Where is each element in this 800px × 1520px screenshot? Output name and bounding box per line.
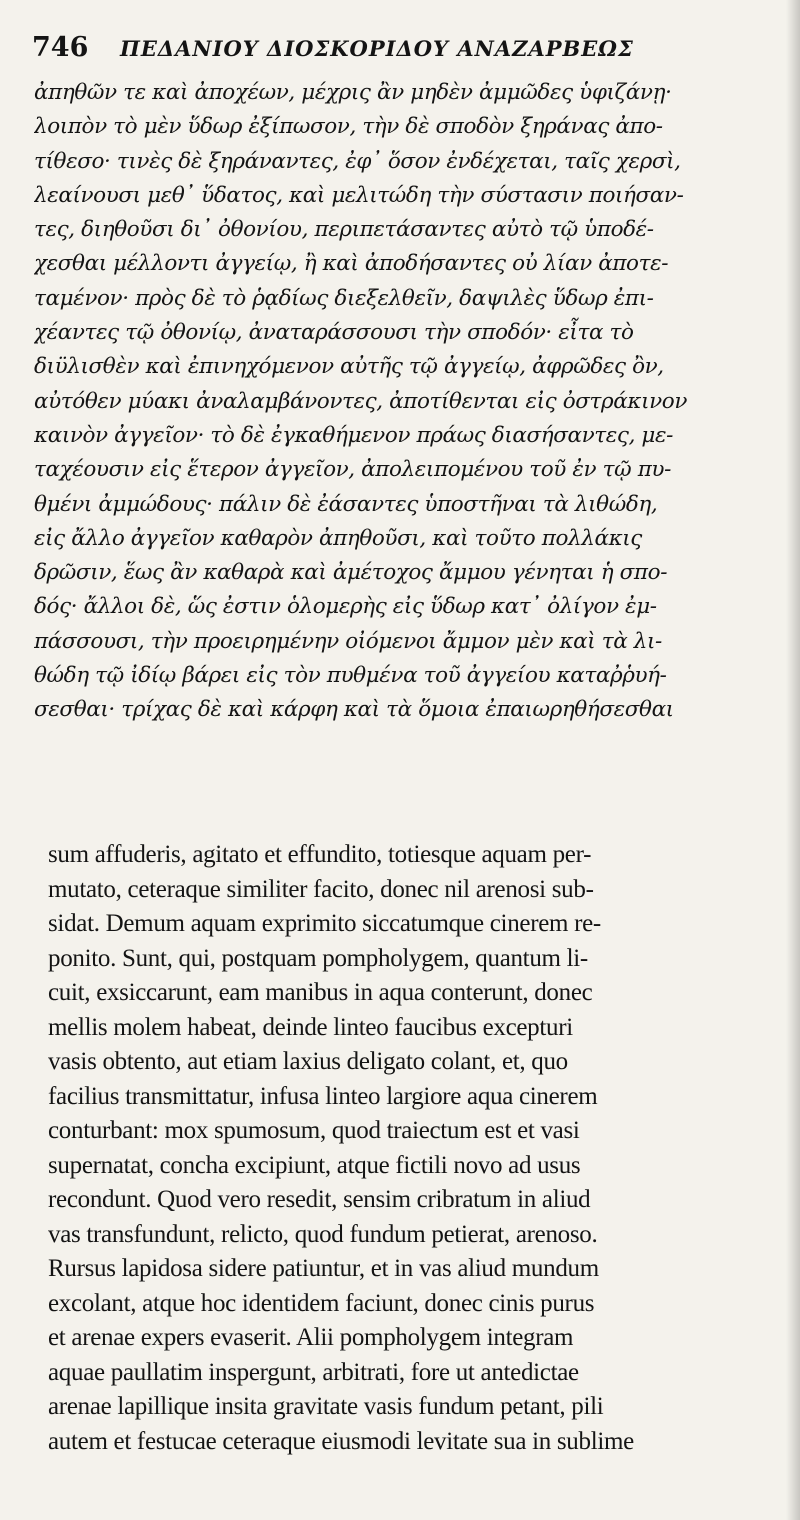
latin-text-line: arenae lapillique insita gravitate vasis fundum petant, pili	[48, 1393, 604, 1420]
latin-text-line: sum affuderis, agitato et effundito, totiesque aquam per-	[48, 841, 592, 868]
greek-text-line: τίθεσο· τινὲς δὲ ξηράναντες, ἐφ᾽ ὅσον ἐνδέχεται, ταῖς χερσὶ,	[34, 148, 681, 174]
greek-text-line: εἰς ἄλλο ἀγγεῖον καθαρὸν ἀπηθοῦσι, καὶ τοῦτο πολλάκις	[34, 525, 642, 551]
latin-text-line: recondunt. Quod vero resedit, sensim cribratum in aliud	[48, 1186, 591, 1213]
page-number: 746	[32, 32, 89, 63]
greek-text-line: τες, διηθοῦσι δι᾽ ὀθονίου, περιπετάσαντες αὐτὸ τῷ ὑποδέ-	[34, 217, 654, 243]
greek-text-line: λοιπὸν τὸ μὲν ὕδωρ ἐξίπωσον, τὴν δὲ σποδὸν ξηράνας ἀπο-	[34, 114, 663, 140]
latin-text-line: cuit, exsiccarunt, eam manibus in aqua conterunt, donec	[48, 979, 593, 1006]
greek-text-line: θώδη τῷ ἰδίῳ βάρει εἰς τὸν πυθμένα τοῦ ἀγγείου καταῤῥυή-	[34, 663, 667, 689]
latin-text-line: et arenae expers evaserit. Alii pompholygem integram	[48, 1324, 574, 1351]
greek-text-line: δός· ἄλλοι δὲ, ὥς ἐστιν ὁλομερὴς εἰς ὕδωρ κατ᾽ ὀλίγον ἐμ-	[34, 594, 657, 620]
greek-text-block	[34, 76, 774, 728]
greek-text-line: χεσθαι μέλλοντι ἀγγείῳ, ἢ καὶ ἀποδήσαντες οὐ λίαν ἀποτε-	[34, 251, 669, 277]
latin-text-line: supernatat, concha excipiunt, atque fictili novo ad usus	[48, 1151, 581, 1179]
greek-text-line: χέαντες τῷ ὀθονίῳ, ἀναταράσσουσι τὴν σποδόν· εἶτα τὸ	[34, 320, 634, 346]
greek-text-line: λεαίνουσι μεθ᾽ ὕδατος, καὶ μελιτώδη τὴν σύστασιν ποιήσαν-	[34, 182, 684, 208]
latin-text-line: vasis obtento, aut etiam laxius deligato colant, et, quo	[48, 1048, 568, 1075]
latin-text-line: aquae paullatim inspergunt, arbitrati, fore ut antedictae	[48, 1358, 579, 1386]
latin-text-line: Rursus lapidosa sidere patiuntur, et in vas aliud mundum	[48, 1255, 599, 1282]
greek-text-line: δρῶσιν, ἕως ἂν καθαρὰ καὶ ἀμέτοχος ἄμμου γένηται ἡ σπο-	[34, 560, 668, 586]
latin-text-line: excolant, atque hoc identidem faciunt, donec cinis purus	[48, 1289, 595, 1317]
greek-text-line: ταχέουσιν εἰς ἕτερον ἀγγεῖον, ἀπολειπομένου τοῦ ἐν τῷ πυ-	[34, 457, 671, 483]
greek-text-line: ταμένον· πρὸς δὲ τὸ ῥᾳδίως διεξελθεῖν, δαψιλὲς ὕδωρ ἐπι-	[34, 285, 654, 311]
greek-text-line: σεσθαι· τρίχας δὲ καὶ κάρφη καὶ τὰ ὅμοια ἐπαιωρηθήσεσθαι	[34, 697, 674, 723]
latin-text-line: conturbant: mox spumosum, quod traiectum est et vasi	[48, 1117, 580, 1144]
latin-text-line: vas transfundunt, relicto, quod fundum petierat, arenoso.	[48, 1220, 598, 1248]
latin-text-block	[48, 838, 773, 1459]
running-head	[30, 26, 770, 66]
page-edge-shadow	[786, 0, 800, 1520]
running-title: ΠΕΔΑΝΙΟΥ ΔΙΟΣΚΟΡΙΔΟΥ ΑΝΑΖΑΡΒΕΩΣ	[120, 36, 634, 61]
latin-text-line: sidat. Demum aquam exprimito siccatumque cinerem re-	[48, 910, 601, 937]
latin-text-line: facilius transmittatur, infusa linteo largiore aqua cinerem	[48, 1082, 598, 1110]
latin-text-line: ponito. Sunt, qui, postquam pompholygem, quantum li-	[48, 944, 588, 972]
greek-text-line: θμένι ἀμμώδους· πάλιν δὲ ἐάσαντες ὑποστῆναι τὰ λιθώδη,	[34, 491, 658, 517]
latin-text-line: mutato, ceteraque similiter facito, donec nil arenosi sub-	[48, 875, 594, 903]
greek-text-line: πάσσουσι, τὴν προειρημένην οἰόμενοι ἄμμον μὲν καὶ τὰ λι-	[34, 628, 662, 654]
greek-text-line: ἀπηθῶν τε καὶ ἀποχέων, μέχρις ἂν μηδὲν ἀμμῶδες ὑφιζάνῃ·	[34, 80, 672, 105]
greek-text-line: καινὸν ἀγγεῖον· τὸ δὲ ἐγκαθήμενον πράως διασήσαντες, με-	[34, 422, 674, 448]
latin-text-line: mellis molem habeat, deinde linteo faucibus excepturi	[48, 1013, 573, 1041]
greek-text-line: διϋλισθὲν καὶ ἐπινηχόμενον αὐτῆς τῷ ἀγγείῳ, ἀφρῶδες ὂν,	[34, 354, 664, 380]
latin-text-line: autem et festucae ceteraque eiusmodi levitate sua in sublime	[48, 1427, 634, 1455]
greek-text-line: αὐτόθεν μύακι ἀναλαμβάνοντες, ἀποτίθενται εἰς ὀστράκινον	[34, 388, 688, 414]
